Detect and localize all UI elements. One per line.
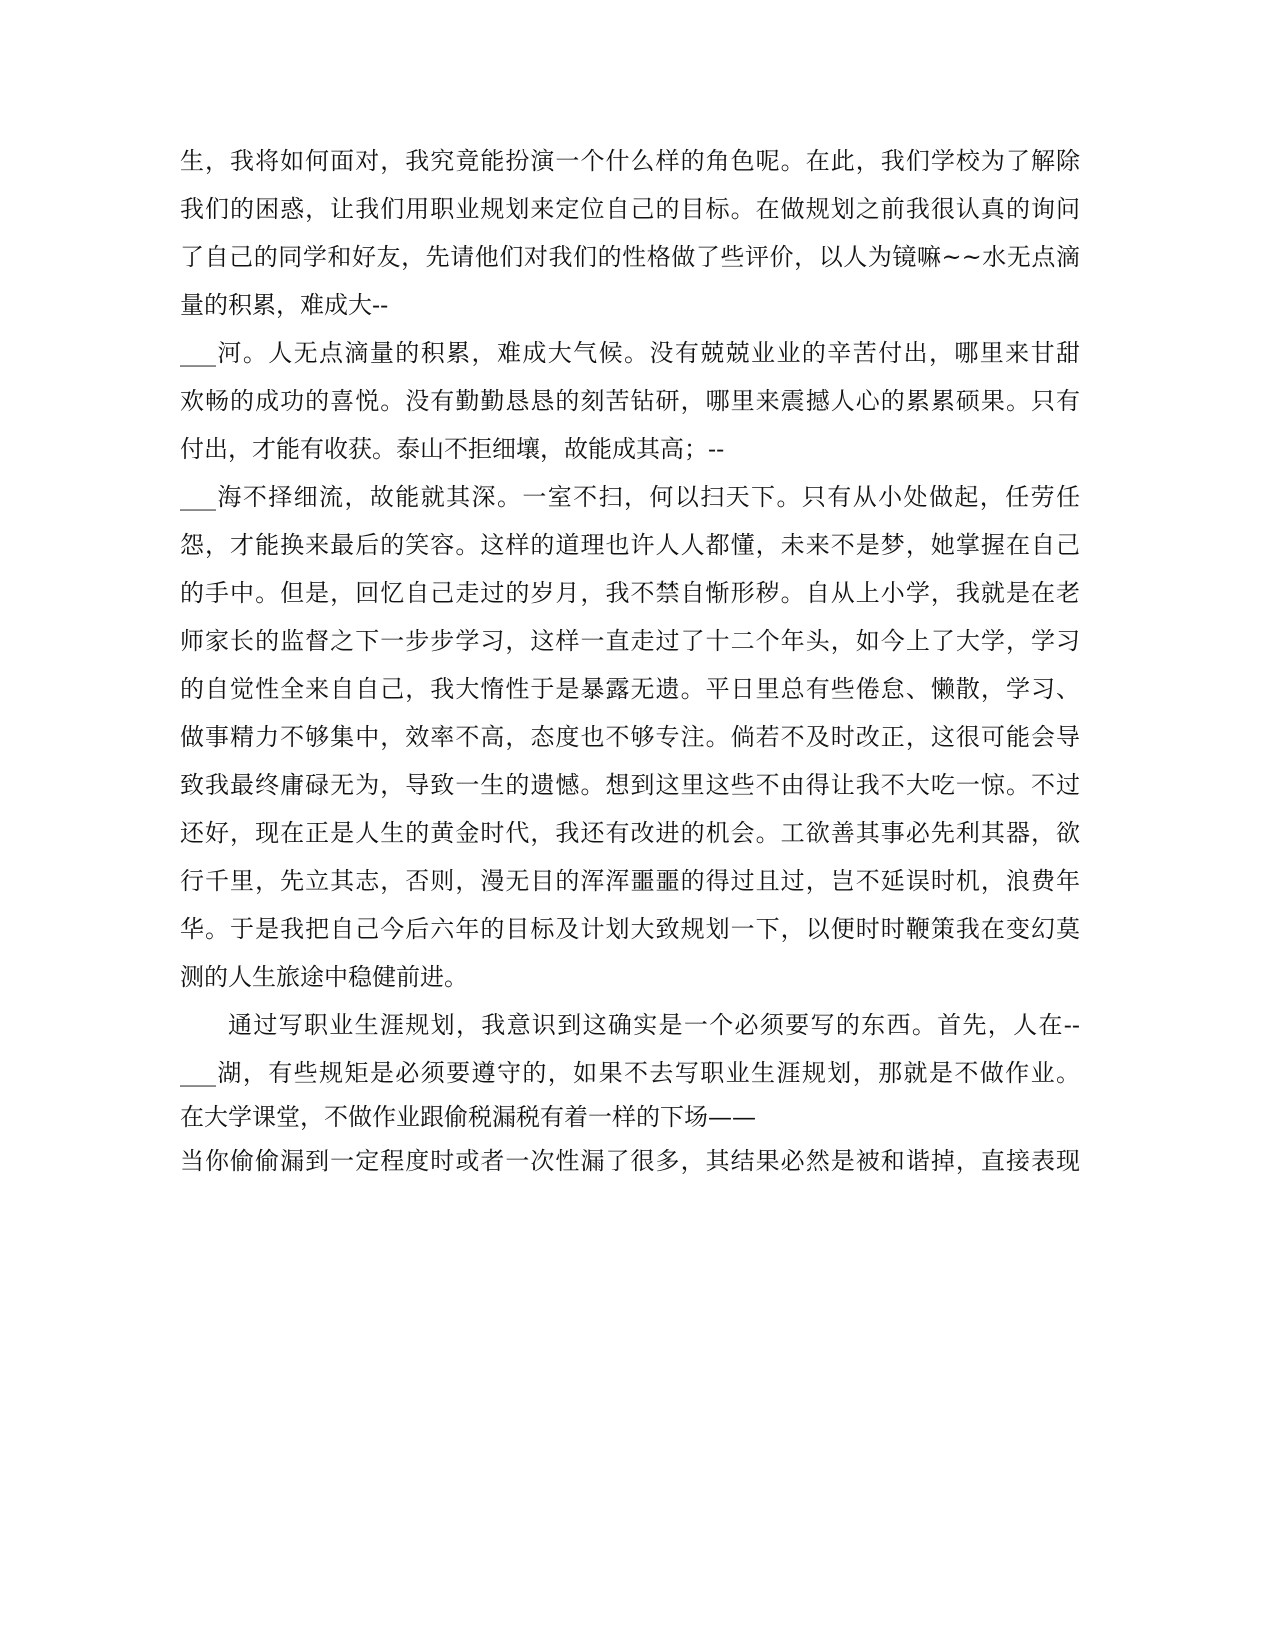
text-line: 华。于是我把自己今后六年的目标及计划大致规划一下，以便时时鞭策我在变幻莫 <box>180 915 1080 943</box>
paragraph-start-line: 通过写职业生涯规划，我意识到这确实是一个必须要写的东西。首先，人在-- <box>228 1011 1080 1039</box>
text-line: 我们的困惑，让我们用职业规划来定位自己的目标。在做规划之前我很认真的询问 <box>180 195 1080 223</box>
text-line: ___海不择细流，故能就其深。一室不扫，何以扫天下。只有从小处做起，任劳任 <box>180 483 1080 511</box>
text-line: 的手中。但是，回忆自己走过的岁月，我不禁自惭形秽。自从上小学，我就是在老 <box>180 579 1080 607</box>
text-line: 行千里，先立其志，否则，漫无目的浑浑噩噩的得过且过，岂不延误时机，浪费年 <box>180 867 1080 895</box>
text-line: 生，我将如何面对，我究竟能扮演一个什么样的角色呢。在此，我们学校为了解除 <box>180 147 1080 175</box>
body-text <box>180 137 1080 1185</box>
text-line: 了自己的同学和好友，先请他们对我们的性格做了些评价，以人为镜嘛~~水无点滴 <box>180 243 1080 271</box>
text-line: 还好，现在正是人生的黄金时代，我还有改进的机会。工欲善其事必先利其器，欲 <box>180 819 1080 847</box>
text-line: 怨，才能换来最后的笑容。这样的道理也许人人都懂，未来不是梦，她掌握在自己 <box>180 531 1080 559</box>
text-line: 测的人生旅途中稳健前进。 <box>180 963 468 991</box>
text-line: 的自觉性全来自自己，我大惰性于是暴露无遗。平日里总有些倦怠、懒散，学习、 <box>180 675 1080 703</box>
text-line: ___河。人无点滴量的积累，难成大气候。没有兢兢业业的辛苦付出，哪里来甘甜 <box>180 339 1080 367</box>
text-line: ___湖，有些规矩是必须要遵守的，如果不去写职业生涯规划，那就是不做作业。 <box>180 1059 1080 1087</box>
text-line: 在大学课堂，不做作业跟偷税漏税有着一样的下场—— <box>180 1103 756 1131</box>
text-line: 致我最终庸碌无为，导致一生的遗憾。想到这里这些不由得让我不大吃一惊。不过 <box>180 771 1080 799</box>
text-line: 师家长的监督之下一步步学习，这样一直走过了十二个年头，如今上了大学，学习 <box>180 627 1080 655</box>
text-line: 付出，才能有收获。泰山不拒细壤，故能成其高；-- <box>180 435 725 463</box>
text-line: 欢畅的成功的喜悦。没有勤勤恳恳的刻苦钻研，哪里来震撼人心的累累硕果。只有 <box>180 387 1080 415</box>
text-line: 量的积累，难成大-- <box>180 291 389 319</box>
text-line: 当你偷偷漏到一定程度时或者一次性漏了很多，其结果必然是被和谐掉，直接表现 <box>180 1147 1080 1175</box>
text-line: 做事精力不够集中，效率不高，态度也不够专注。倘若不及时改正，这很可能会导 <box>180 723 1080 751</box>
